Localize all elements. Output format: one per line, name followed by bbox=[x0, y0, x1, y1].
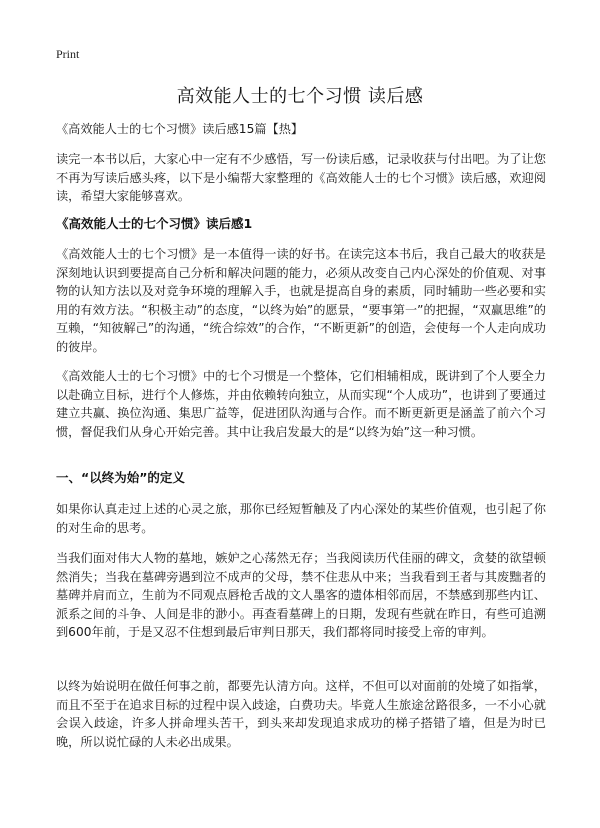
paragraph-4: 当我们面对伟大人物的墓地，嫉妒之心荡然无存；当我阅读历代佳丽的碑文，贪婪的欲望顿然消失；当我在墓碑旁遇到泣不成声的父母，禁不住悲从中来；当我看到王者与其废黜者的墓碑并肩而立，生前为不同观点唇枪舌战的文人墨客的遗体相邻而居，不禁感到那些内讧、派系之间的斗争、人间是非的渺小。再查看墓碑上的日期，发现有些就在昨日，有些可追溯到600年前，于是又忍不住想到最后审判日那天，我们都将同时接受上帝的审判。 bbox=[56, 551, 546, 640]
section-heading-1: 《高效能人士的七个习惯》读后感1 bbox=[56, 216, 253, 231]
paragraph-1: 《高效能人士的七个习惯》是一本值得一读的好书。在读完这本书后，我自己最大的收获是深刻地认识到要提高自己分析和解决问题的能力，必须从改变自己内心深处的价值观、对事物的认知方法以及对竞争环境的理解入手，也就是提高自身的素质，同时辅助一些必要和实用的有效方法。“积极主动”的态度，“以终为始”的愿景，“要事第一”的把握，“双赢思维”的互赖，“知彼解己”的沟通，“统合综效”的合作，“不断更新”的创造，会使每一个人走向成功的彼岸。 bbox=[56, 247, 546, 354]
paragraph-2: 《高效能人士的七个习惯》中的七个习惯是一个整体，它们相辅相成，既讲到了个人要全力以赴确立目标，进行个人修炼，并由依赖转向独立，从而实现“个人成功”，也讲到了要通过建立共赢、换位沟通、集思广益等，促进团队沟通与合作。而不断更新更是涵盖了前六个习惯，督促我们从身心开始完善。其中让我启发最大的是“以终为始”这一种习惯。 bbox=[56, 369, 546, 439]
paragraph-5: 以终为始说明在做任何事之前，都要先认清方向。这样，不但可以对面前的处境了如指掌，而且不至于在追求目标的过程中误入歧途，白费功夫。毕竟人生旅途岔路很多，一不小心就会误入歧途，许多人拼命埋头苦干，到头来却发现追求成功的梯子搭错了墙，但是为时已晚，所以说忙碌的人未必出成果。 bbox=[56, 679, 546, 749]
print-label: Print bbox=[56, 47, 80, 61]
section-heading-2: 一、“以终为始”的定义 bbox=[56, 470, 185, 485]
paragraph-3: 如果你认真走过上述的心灵之旅，那你已经短暂触及了内心深处的某些价值观，也引起了你的对生命的思考。 bbox=[56, 502, 546, 535]
page-title: 高效能人士的七个习惯 读后感 bbox=[176, 86, 424, 107]
intro-paragraph: 读完一本书以后，大家心中一定有不少感悟，写一份读后感，记录收获与付出吧。为了让您不再为写读后感头疼，以下是小编帮大家整理的《高效能人士的七个习惯》读后感，欢迎阅读，希望大家能够喜欢。 bbox=[56, 152, 546, 204]
subtitle: 《高效能人士的七个习惯》读后感15篇【热】 bbox=[56, 122, 304, 136]
